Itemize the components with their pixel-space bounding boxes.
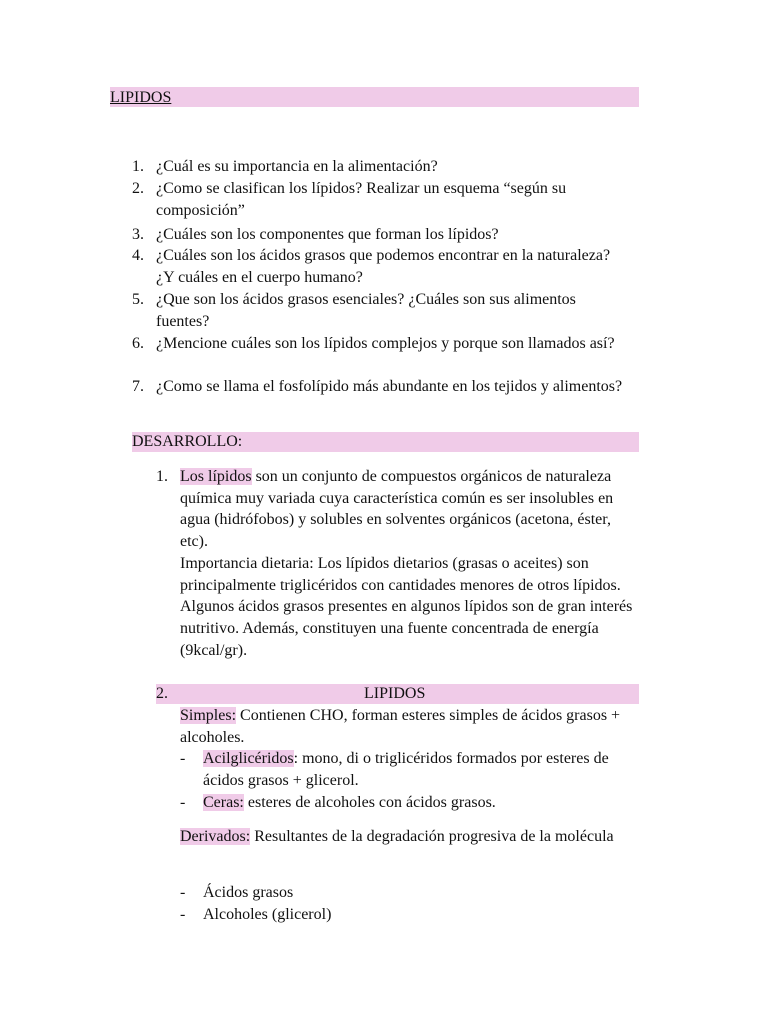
question-number: 1. [132, 158, 144, 175]
derivados-paragraph [180, 826, 630, 848]
classification-title: LIPIDOS [364, 685, 426, 702]
list-item-body [203, 792, 630, 814]
dash-marker: - [180, 750, 186, 767]
question-number: 2. [132, 180, 144, 197]
question-item [132, 333, 632, 355]
question-number: 7. [132, 378, 144, 395]
question-text: ¿Como se llama el fosfolípido más abundante en los tejidos y alimentos? [156, 378, 623, 395]
simples-label: Simples: [180, 707, 237, 724]
desarrollo-heading: DESARROLLO: [132, 433, 243, 450]
acilgliceridos-label: Acilglicéridos [203, 750, 294, 767]
item-number: 2. [156, 685, 168, 702]
document-title: LIPIDOS [110, 89, 172, 106]
question-item [132, 245, 632, 289]
question-number: 5. [132, 291, 144, 308]
simples-text: Contienen CHO, forman esteres simples de ácidos grasos + alcoholes. [180, 707, 621, 746]
question-text: ¿Cuál es su importancia en la alimentación? [156, 158, 438, 175]
question-item [132, 289, 632, 333]
title-highlight-bar [110, 87, 639, 107]
list-item-text: Alcoholes (glicerol) [203, 906, 332, 923]
lipidos-term: Los lípidos [180, 468, 252, 485]
question-number: 3. [132, 226, 144, 243]
question-text: ¿Que son los ácidos grasos esenciales? ¿Cuáles son sus alimentos fuentes? [156, 291, 576, 330]
question-item [132, 156, 632, 178]
question-number: 4. [132, 247, 144, 264]
question-text: ¿Como se clasifican los lípidos? Realizar un esquema “según su composición” [156, 180, 567, 219]
list-item [180, 904, 630, 926]
derivados-label: Derivados: [180, 828, 251, 845]
simples-paragraph [180, 705, 630, 749]
acilgliceridos-text: : mono, di o triglicéridos formados por esteres de ácidos grasos + glicerol. [203, 750, 609, 789]
derivados-text: Resultantes de la degradación progresiva de la molécula [250, 828, 614, 845]
list-item-text: Ácidos grasos [203, 884, 294, 901]
question-item [132, 178, 632, 222]
question-text: ¿Mencione cuáles son los lípidos complejos y porque son llamados así? [156, 335, 615, 352]
question-item [132, 224, 632, 246]
question-text: ¿Cuáles son los ácidos grasos que podemos encontrar en la naturaleza? ¿Y cuáles en el cuerpo humano? [156, 247, 611, 286]
ceras-label: Ceras: [203, 794, 244, 811]
desarrollo-item-1 [156, 466, 636, 661]
item-number: 1. [156, 468, 168, 485]
list-item [180, 792, 630, 814]
list-item-body [203, 748, 630, 792]
dash-marker: - [180, 884, 186, 901]
lipidos-definition: son un conjunto de compuestos orgánicos de naturaleza química muy variada cuya característica común es ser insolubles en agua (hidrófobos) y solubles en solventes orgánicos (acetona, éster, etc). [180, 468, 614, 551]
question-text: ¿Cuáles son los componentes que forman los lípidos? [156, 226, 499, 243]
item-1-body [180, 466, 636, 553]
question-item [132, 376, 632, 398]
dash-marker: - [180, 906, 186, 923]
list-item [180, 748, 630, 792]
importance-paragraph: Importancia dietaria: Los lípidos dietarios (grasas o aceites) son principalmente triglicéridos con cantidades menores de otros lípidos. Algunos ácidos grasos presentes en algunos lípidos son de gran interés nutritivo. Además, constituyen una fuente concentrada de energía (9kcal/gr). [180, 554, 633, 659]
ceras-text: esteres de alcoholes con ácidos grasos. [243, 794, 496, 811]
dash-marker: - [180, 794, 186, 811]
question-number: 6. [132, 335, 144, 352]
list-item [180, 882, 630, 904]
